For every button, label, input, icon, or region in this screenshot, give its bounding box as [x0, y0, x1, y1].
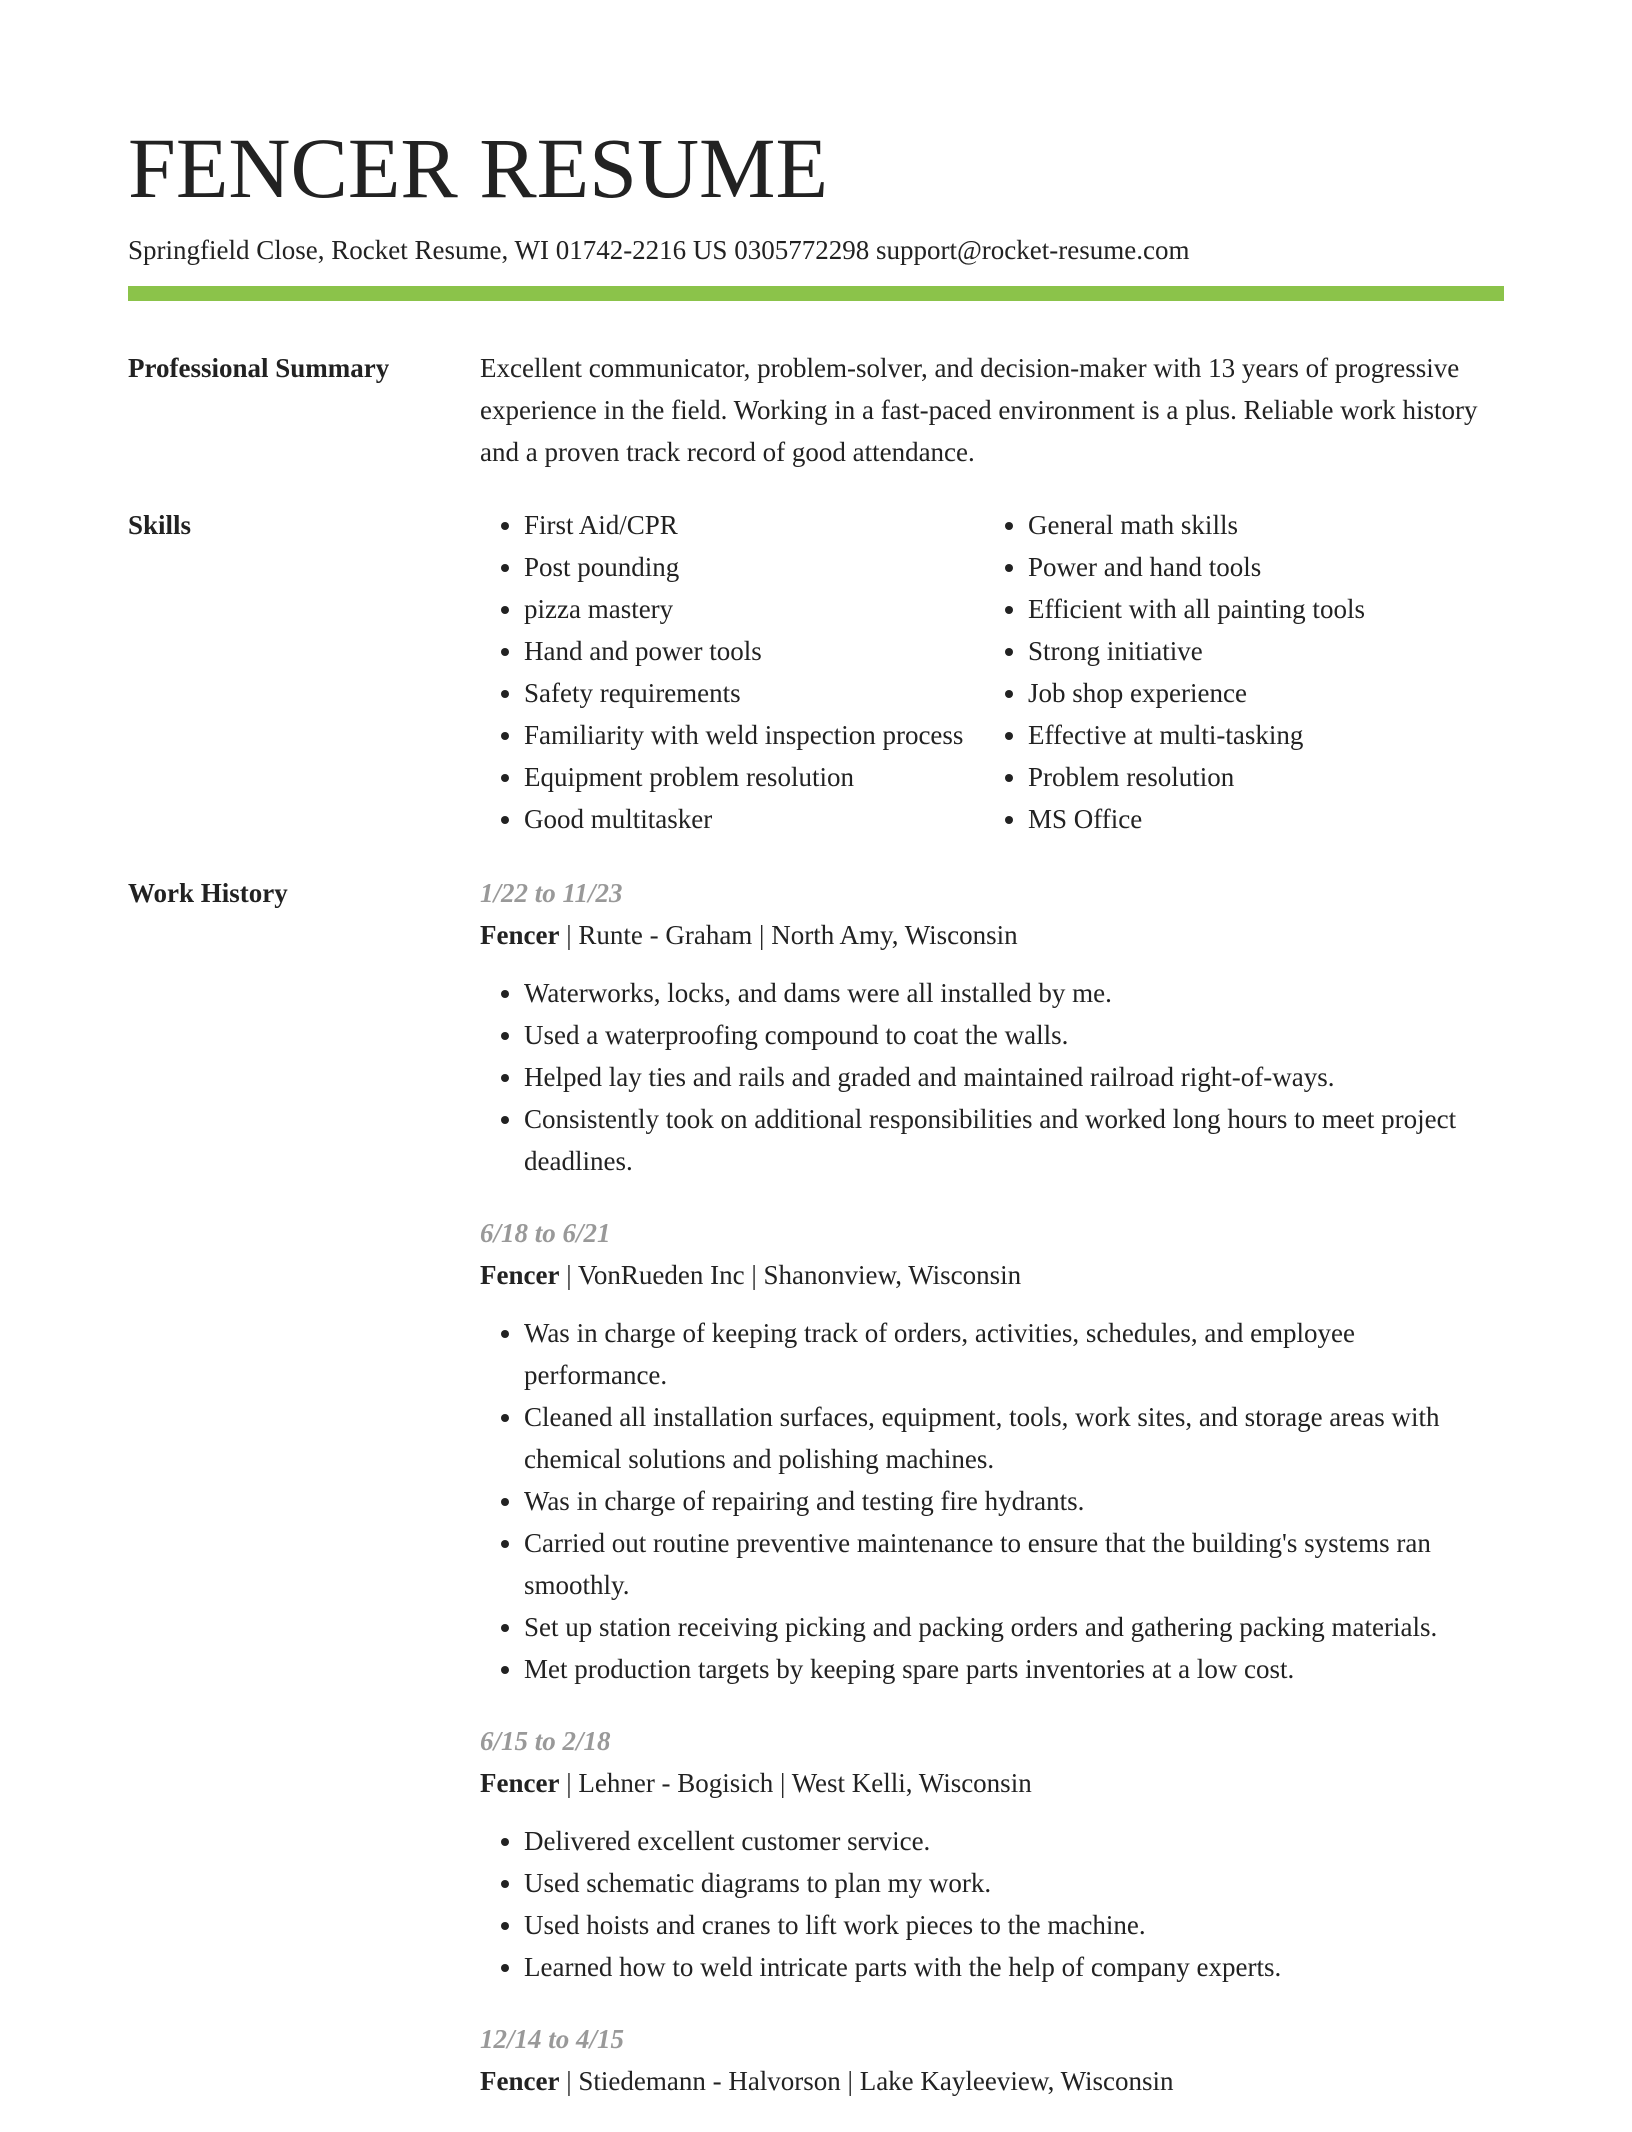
- skill-item: • Job shop experience: [1028, 672, 1504, 714]
- section-label-summary: Professional Summary: [128, 353, 390, 383]
- job-details: | Runte - Graham | North Amy, Wisconsin: [559, 920, 1018, 950]
- skill-item: • Efficient with all painting tools: [1028, 588, 1504, 630]
- job-bullets: [480, 1820, 1504, 1988]
- job-details: | Lehner - Bogisich | West Kelli, Wisconsin: [559, 1768, 1032, 1798]
- skill-item: • Familiarity with weld inspection process: [524, 714, 984, 756]
- job-details: | Stiedemann - Halvorson | Lake Kayleeview, Wisconsin: [559, 2066, 1174, 2096]
- job-title: Fencer: [480, 2066, 560, 2096]
- skill-item: • Hand and power tools: [524, 630, 984, 672]
- job-bullet: • Used hoists and cranes to lift work pieces to the machine.: [524, 1904, 1504, 1946]
- resume-title: FENCER RESUME: [128, 120, 829, 216]
- job-entry: [480, 2018, 1504, 2102]
- job-entry: [480, 1720, 1504, 1988]
- job-entry: [480, 1212, 1504, 1690]
- skills-list-left: [480, 504, 984, 840]
- summary-text: Excellent communicator, problem-solver, and decision-maker with 13 years of progressive experience in the field. Working in a fast-paced environment is a plus. Reliable work history and a proven track record of good attendance.: [480, 353, 1478, 467]
- skill-item: • Problem resolution: [1028, 756, 1504, 798]
- work-history-section: [480, 872, 1504, 2132]
- job-bullet: • Cleaned all installation surfaces, equipment, tools, work sites, and storage areas with chemical solutions and polishing machines.: [524, 1396, 1504, 1480]
- job-bullet: • Helped lay ties and rails and graded and maintained railroad right-of-ways.: [524, 1056, 1504, 1098]
- job-bullet: • Set up station receiving picking and packing orders and gathering packing materials.: [524, 1606, 1504, 1648]
- contact-info: Springfield Close, Rocket Resume, WI 01742-2216 US 0305772298 support@rocket-resume.com: [128, 235, 1190, 265]
- skill-item: • Effective at multi-tasking: [1028, 714, 1504, 756]
- skill-item: • General math skills: [1028, 504, 1504, 546]
- job-dates: 6/15 to 2/18: [480, 1726, 611, 1756]
- job-bullet: • Met production targets by keeping spare parts inventories at a low cost.: [524, 1648, 1504, 1690]
- job-bullets: [480, 1312, 1504, 1690]
- section-label-work-history: Work History: [128, 878, 288, 908]
- job-title: Fencer: [480, 920, 560, 950]
- job-bullet: • Delivered excellent customer service.: [524, 1820, 1504, 1862]
- skill-item: • pizza mastery: [524, 588, 984, 630]
- job-title: Fencer: [480, 1260, 560, 1290]
- job-heading: [480, 1254, 1504, 1296]
- job-title: Fencer: [480, 1768, 560, 1798]
- skills-list-right: [984, 504, 1504, 840]
- job-bullet: • Consistently took on additional responsibilities and worked long hours to meet project deadlines.: [524, 1098, 1504, 1182]
- job-details: | VonRueden Inc | Shanonview, Wisconsin: [559, 1260, 1022, 1290]
- skills-columns: [480, 504, 1504, 840]
- job-dates: 6/18 to 6/21: [480, 1218, 611, 1248]
- skill-item: • Strong initiative: [1028, 630, 1504, 672]
- job-dates: 12/14 to 4/15: [480, 2024, 625, 2054]
- job-dates: 1/22 to 11/23: [480, 878, 623, 908]
- section-label-skills: Skills: [128, 510, 192, 540]
- skill-item: • Safety requirements: [524, 672, 984, 714]
- job-entry: [480, 872, 1504, 1182]
- job-bullet: • Used a waterproofing compound to coat the walls.: [524, 1014, 1504, 1056]
- skill-item: • MS Office: [1028, 798, 1504, 840]
- job-bullets: [480, 972, 1504, 1182]
- accent-divider: [128, 286, 1504, 301]
- skill-item: • First Aid/CPR: [524, 504, 984, 546]
- skill-item: • Equipment problem resolution: [524, 756, 984, 798]
- job-bullet: • Used schematic diagrams to plan my work.: [524, 1862, 1504, 1904]
- job-heading: [480, 1762, 1504, 1804]
- job-bullet: • Carried out routine preventive maintenance to ensure that the building's systems ran smoothly.: [524, 1522, 1504, 1606]
- skill-item: • Good multitasker: [524, 798, 984, 840]
- job-bullet: • Waterworks, locks, and dams were all installed by me.: [524, 972, 1504, 1014]
- job-bullet: • Was in charge of repairing and testing fire hydrants.: [524, 1480, 1504, 1522]
- skills-section: [480, 504, 1504, 840]
- skill-item: • Post pounding: [524, 546, 984, 588]
- job-bullet: • Was in charge of keeping track of orders, activities, schedules, and employee performance.: [524, 1312, 1504, 1396]
- skill-item: • Power and hand tools: [1028, 546, 1504, 588]
- summary-section: [480, 347, 1504, 473]
- job-bullet: • Learned how to weld intricate parts with the help of company experts.: [524, 1946, 1504, 1988]
- job-heading: [480, 914, 1504, 956]
- job-heading: [480, 2060, 1504, 2102]
